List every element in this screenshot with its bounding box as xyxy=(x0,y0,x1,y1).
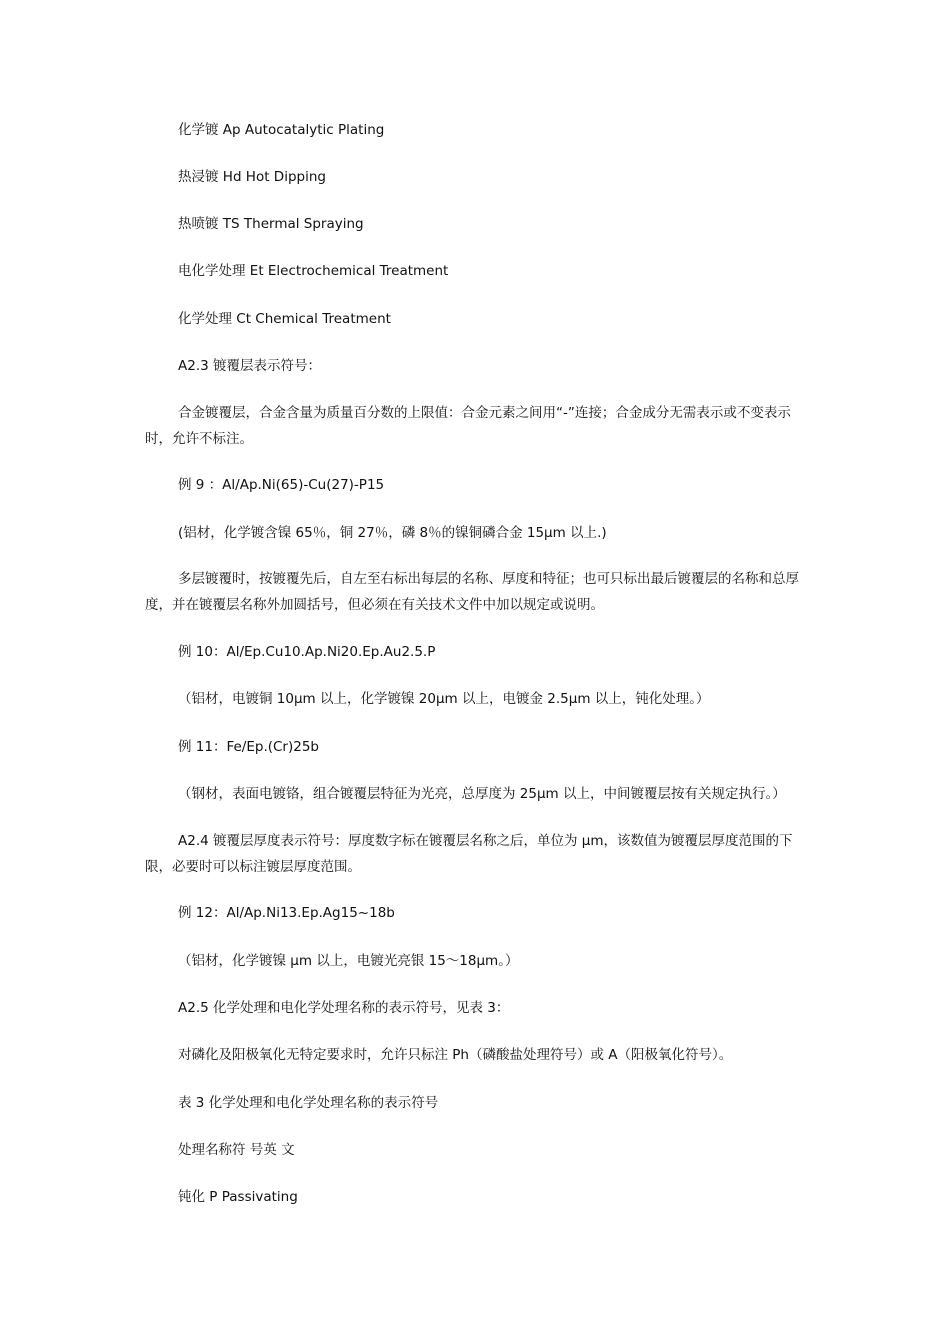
text-line-thermal-spraying: 热喷镀 TS Thermal Spraying xyxy=(178,216,364,232)
example-9-note: (铝材，化学镀含镍 65％，铜 27％，磷 8％的镍铜磷合金 15μm 以上.) xyxy=(178,525,607,541)
example-10: 例 10：Al/Ep.Cu10.Ap.Ni20.Ep.Au2.5.P xyxy=(178,644,436,660)
text-line-hot-dipping: 热浸镀 Hd Hot Dipping xyxy=(178,169,326,185)
section-heading-a2-5: A2.5 化学处理和电化学处理名称的表示符号，见表 3： xyxy=(178,1000,510,1016)
text-line-autocatalytic-plating: 化学镀 Ap Autocatalytic Plating xyxy=(178,122,385,138)
section-heading-a2-3: A2.3 镀覆层表示符号： xyxy=(178,358,321,374)
table-3-row-passivating: 钝化 P Passivating xyxy=(178,1189,298,1205)
example-11: 例 11：Fe/Ep.(Cr)25b xyxy=(178,739,319,755)
example-9: 例 9 ：Al/Ap.Ni(65)-Cu(27)-P15 xyxy=(178,477,385,493)
paragraph-a2-4-thickness: A2.4 镀覆层厚度表示符号：厚度数字标在镀覆层名称之后，单位为 μm，该数值为镀覆层厚度范围的下限，必要时可以标注镀层厚度范围。 xyxy=(145,833,793,875)
example-10-note: （铝材，电镀铜 10μm 以上，化学镀镍 20μm 以上，电镀金 2.5μm 以上，钝化处理。） xyxy=(178,691,710,707)
table-3-header: 处理名称符 号英 文 xyxy=(178,1142,295,1158)
example-12-note: （铝材，化学镀镍 μm 以上，电镀光亮银 15～18μm。） xyxy=(178,953,519,969)
text-line-phosphating-anodizing: 对磷化及阳极氧化无特定要求时，允许只标注 Ph（磷酸盐处理符号）或 A（阳极氧化符号）。 xyxy=(178,1047,733,1063)
table-3-caption: 表 3 化学处理和电化学处理名称的表示符号 xyxy=(178,1095,439,1111)
paragraph-multilayer-coating: 多层镀覆时，按镀覆先后，自左至右标出每层的名称、厚度和特征；也可只标出最后镀覆层的名称和总厚度，并在镀覆层名称外加圆括号，但必须在有关技术文件中加以规定或说明。 xyxy=(145,571,799,613)
paragraph-alloy-coating: 合金镀覆层，合金含量为质量百分数的上限值：合金元素之间用“-”连接；合金成分无需表示或不变表示时，允许不标注。 xyxy=(145,405,791,447)
text-line-chemical-treatment: 化学处理 Ct Chemical Treatment xyxy=(178,311,391,327)
example-11-note: （钢材，表面电镀铬，组合镀覆层特征为光亮，总厚度为 25μm 以上，中间镀覆层按有关规定执行。） xyxy=(178,786,786,802)
example-12: 例 12：Al/Ap.Ni13.Ep.Ag15~18b xyxy=(178,905,395,921)
text-line-electrochemical-treatment: 电化学处理 Et Electrochemical Treatment xyxy=(178,263,449,279)
